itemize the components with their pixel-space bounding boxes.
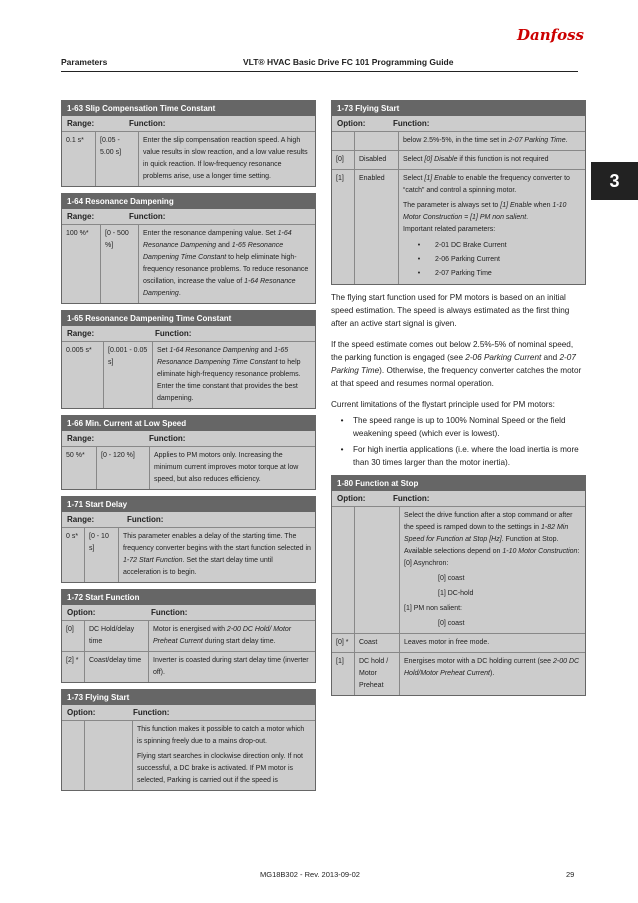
- option-label: Coast: [355, 634, 400, 652]
- param-1-71: [61, 496, 316, 583]
- option-row: [332, 652, 585, 695]
- range-header: Range:: [67, 329, 95, 338]
- param-header: [62, 209, 315, 225]
- param-1-65: [61, 310, 316, 409]
- function-text: Applies to PM motors only. Increasing the minimum current improves motor torque at low speed, but also reduces efficiency.: [154, 452, 299, 483]
- range-header: Range:: [67, 212, 95, 221]
- param-1-80: [331, 475, 586, 696]
- option-label: Enabled: [355, 170, 399, 284]
- default-value: 0.1 s*: [62, 132, 96, 186]
- function-header: Function:: [129, 119, 166, 128]
- param-title: 1-71 Start Delay: [62, 497, 315, 512]
- param-header: [62, 605, 315, 621]
- param-row: [62, 528, 315, 582]
- value-range: [0 - 500 %]: [101, 225, 139, 303]
- option-row: [332, 150, 585, 169]
- option-number: [0]: [332, 151, 355, 169]
- param-1-72: [61, 589, 316, 683]
- value-range: [0.001 - 0.05 s]: [104, 342, 153, 408]
- option-row: [62, 721, 315, 790]
- left-column: [61, 100, 316, 797]
- default-value: 100 %*: [62, 225, 101, 303]
- function-text: Select [1] Enable to enable the frequency converter to “catch” and control a spinning motor. The parameter is always set to [1] Enable when 1-10 Motor Construction = [1] PM non salient. Important related parameters: • 2-01 DC Brake Current • 2-06 Parking Current • 2-07 Parking Time: [399, 170, 585, 284]
- param-title: 1-63 Slip Compensation Time Constant: [62, 101, 315, 116]
- function-text: Select [0] Disable if this function is not required: [403, 156, 549, 163]
- param-header: [62, 705, 315, 721]
- function-text: Inverter is coasted during start delay time (inverter off).: [153, 657, 309, 676]
- function-header: Function:: [129, 212, 166, 221]
- option-row: [332, 633, 585, 652]
- function-header: Function:: [149, 434, 186, 443]
- param-1-66: [61, 415, 316, 490]
- param-title: 1-65 Resonance Dampening Time Constant: [62, 311, 315, 326]
- value-range: [0 - 120 %]: [97, 447, 150, 489]
- param-header: [62, 431, 315, 447]
- continued-row: [332, 132, 585, 150]
- chapter-tab: 3: [591, 162, 638, 200]
- function-text: Energises motor with a DC holding current (see 2-00 DC Hold/Motor Preheat Current).: [404, 658, 580, 677]
- range-header: Range:: [67, 515, 95, 524]
- param-1-73-part1: [61, 689, 316, 791]
- body-paragraph: The flying start function used for PM motors is based on an initial speed estimation. The speed is always estimated as the first thing after an active start signal is given.: [331, 293, 570, 328]
- option-number: [0]: [62, 621, 85, 651]
- function-text: Set 1-64 Resonance Dampening and 1-65 Resonance Dampening Time Constant to help eliminate high-frequency resonance problems. Enter the time constant that provides the best dampening.: [157, 347, 301, 402]
- option-number: [62, 721, 85, 790]
- option-number: [2] *: [62, 652, 85, 682]
- function-header: Function:: [155, 329, 192, 338]
- function-text: Leaves motor in free mode.: [404, 639, 490, 646]
- option-row: [332, 169, 585, 284]
- function-header: Function:: [127, 515, 164, 524]
- function-header: Function:: [393, 494, 430, 503]
- param-row: [62, 342, 315, 408]
- function-header: Function:: [393, 119, 430, 128]
- param-header: [332, 116, 585, 132]
- option-number: [0] *: [332, 634, 355, 652]
- related-param: • 2-07 Parking Time: [417, 270, 492, 277]
- function-header: Function:: [133, 708, 170, 717]
- function-text: Motor is energised with 2-00 DC Hold/ Motor Preheat Current during start delay time.: [153, 626, 292, 645]
- default-value: 50 %*: [62, 447, 97, 489]
- option-label: DC hold / Motor Preheat: [355, 653, 400, 695]
- bullet-item: • The speed range is up to 100% Nominal Speed or the field weakening speed (which ever is lowest).: [340, 416, 566, 438]
- danfoss-logo: Danfoss: [517, 26, 584, 44]
- body-paragraph: If the speed estimate comes out below 2.5%-5% of nominal speed, the parking function is engaged (see 2-06 Parking Current and 2-07 Parking Time). Otherwise, the frequency converter catches the motor at that speed and resumes normal operation.: [331, 340, 582, 388]
- range-header: Range:: [67, 434, 95, 443]
- right-column: [331, 100, 586, 702]
- function-text: Enter the resonance dampening value. Set 1-64 Resonance Dampening and 1-65 Resonance Dampening Time Constant to help eliminate high-frequency resonance problems. To reduce resonance oscillation, increase the value of 1-64 Resonance Dampening.: [143, 230, 309, 297]
- param-header: [62, 512, 315, 528]
- option-row: [62, 621, 315, 651]
- option-label: DC Hold/delay time: [85, 621, 149, 651]
- option-number: [1]: [332, 653, 355, 695]
- option-label: [85, 721, 133, 790]
- bullet-item: • For high inertia applications (i.e. where the load inertia is more than 30 times larger than the motor inertia).: [340, 445, 579, 467]
- option-header: Option:: [67, 608, 96, 617]
- related-param: • 2-06 Parking Current: [417, 256, 500, 263]
- option-header: Option:: [337, 119, 366, 128]
- param-header: [332, 491, 585, 507]
- option-label: Coast/delay time: [85, 652, 149, 682]
- footer-page-number: 29: [566, 870, 575, 879]
- footer-doc-id: MG18B302 - Rev. 2013-09-02: [260, 870, 360, 879]
- default-value: 0 s*: [62, 528, 85, 582]
- option-row: [62, 651, 315, 682]
- param-title: 1-80 Function at Stop: [332, 476, 585, 491]
- function-text: This function makes it possible to catch a motor which is spinning freely due to a mains drop-out. Flying start searches in clockwise direction only. If not successful, a DC brake is activated. If PM motor is selected, Parking is carried out if the speed is: [137, 726, 305, 784]
- range-header: Range:: [67, 119, 95, 128]
- option-header: Option:: [337, 494, 366, 503]
- param-row: [62, 132, 315, 186]
- param-title: 1-73 Flying Start: [62, 690, 315, 705]
- option-label: Disabled: [355, 151, 399, 169]
- param-header: [62, 326, 315, 342]
- param-1-64: [61, 193, 316, 304]
- param-row: [62, 447, 315, 489]
- param-title: 1-73 Flying Start: [332, 101, 585, 116]
- param-row: [62, 225, 315, 303]
- param-title: 1-64 Resonance Dampening: [62, 194, 315, 209]
- function-text: This parameter enables a delay of the starting time. The frequency converter begins with the start function selected in 1-72 Start Function. Set the start delay time until acceleration is to begin.: [123, 533, 311, 576]
- function-text: Enter the slip compensation reaction speed. A high value results in slow reaction, and a low value results in quick reaction. If low-frequency resonance problems arise, use a longer time setting.: [143, 137, 308, 180]
- header-rule: [61, 71, 578, 72]
- intro-row: [332, 507, 585, 633]
- value-range: [0 - 10 s]: [85, 528, 119, 582]
- header-section: Parameters: [61, 57, 108, 67]
- param-1-63: [61, 100, 316, 187]
- body-paragraph: Current limitations of the flystart principle used for PM motors:: [331, 400, 555, 409]
- function-text: Select the drive function after a stop command or after the speed is ramped down to the settings in 1-82 Min Speed for Function at Stop [Hz]. Function at Stop. Available selections depend on 1-10 Motor Construction: [0] Asynchron: [0] coast [1] DC-hold [1] PM non salient: [0] coast: [404, 512, 580, 627]
- value-range: [0.05 - 5.00 s]: [96, 132, 139, 186]
- function-header: Function:: [151, 608, 188, 617]
- function-text: below 2.5%-5%, in the time set in 2-07 Parking Time.: [403, 137, 568, 144]
- related-param: • 2-01 DC Brake Current: [417, 242, 507, 249]
- param-1-73-part2: [331, 100, 586, 285]
- option-header: Option:: [67, 708, 96, 717]
- header-guide-title: VLT® HVAC Basic Drive FC 101 Programming Guide: [243, 57, 454, 67]
- default-value: 0.005 s*: [62, 342, 104, 408]
- param-title: 1-66 Min. Current at Low Speed: [62, 416, 315, 431]
- param-header: [62, 116, 315, 132]
- param-title: 1-72 Start Function: [62, 590, 315, 605]
- option-number: [1]: [332, 170, 355, 284]
